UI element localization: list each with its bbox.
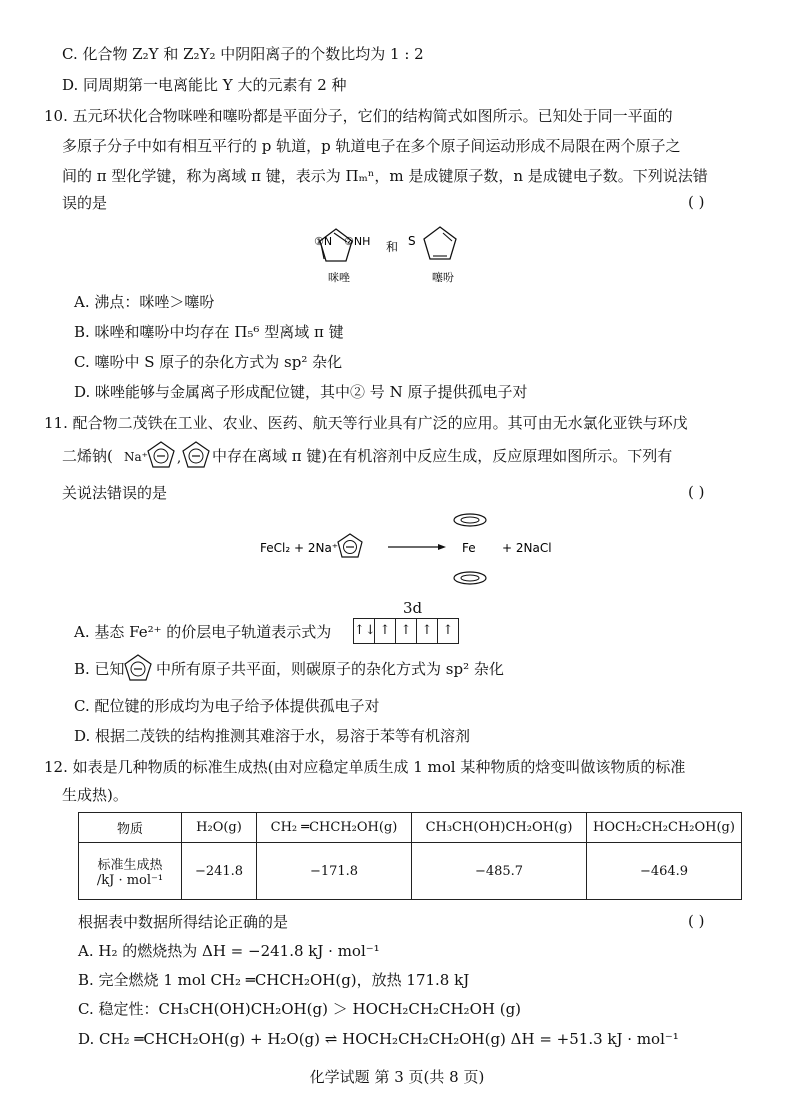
products-label: + 2NaCl	[502, 541, 552, 555]
orbital-box: ↑	[442, 623, 454, 638]
q11-stem-1: 11. 配合物二茂铁在工业、农业、医药、航天等行业具有广泛的应用。其可由无水氯化亚铁与环戊	[44, 414, 688, 432]
table-header-cell: HOCH₂CH₂CH₂OH(g)	[587, 813, 742, 843]
q10-option-c: C. 噻吩中 S 原子的杂化方式为 sp² 杂化	[74, 353, 343, 371]
q12-stem-2: 生成热)。	[62, 786, 128, 804]
q11-stem-3: 关说法错误的是	[62, 484, 168, 502]
table-cell: −241.8	[182, 843, 257, 900]
thiophene-structure	[424, 227, 456, 259]
q12-stem-1: 12. 如表是几种物质的标准生成热(由对应稳定单质生成 1 mol 某种物质的焓变叫做该物质的标准	[44, 758, 686, 776]
q10-stem-2: 多原子分子中如有相互平行的 p 轨道，p 轨道电子在多个原子间运动形成不局限在两个原子之	[62, 137, 681, 155]
table-header-cell: 物质	[79, 813, 182, 843]
q10-stem-1: 10. 五元环状化合物咪唑和噻吩都是平面分子，它们的结构简式如图所示。已知处于同一平面的	[44, 107, 673, 125]
q11-option-b-pre: B. 已知	[74, 660, 125, 678]
q11-option-c: C. 配位键的形成均为电子给予体提供孤电子对	[74, 697, 380, 715]
table-header-row	[79, 813, 742, 843]
q11-option-d: D. 根据二茂铁的结构推测其难溶于水，易溶于苯等有机溶剂	[74, 727, 471, 745]
orbital-3d-label: 3d	[403, 599, 423, 617]
and-word: 和	[386, 240, 399, 254]
svg-text:,: ,	[177, 451, 182, 466]
orbital-box: ↑↓	[354, 619, 375, 643]
q12-ask: 根据表中数据所得结论正确的是	[78, 913, 289, 931]
q11-stem-2a: 二烯钠(	[62, 447, 113, 465]
orbital-box: ↑	[396, 619, 417, 643]
reactants-label: FeCl₂ + 2Na⁺	[260, 541, 339, 555]
fe-center-label: Fe	[462, 541, 476, 555]
q10-option-b: B. 咪唑和噻吩中均存在 Π₅⁶ 型离域 π 键	[74, 323, 344, 341]
standard-formation-heat-table	[78, 812, 742, 900]
q11-option-a: A. 基态 Fe²⁺ 的价层电子轨道表示式为	[74, 623, 332, 641]
q12-option-c: C. 稳定性：CH₃CH(OH)CH₂OH(g) ＞ HOCH₂CH₂CH₂OH (g)	[78, 1000, 522, 1018]
imidazole-n1-label: ①N	[314, 235, 333, 248]
table-header-cell: H₂O(g)	[182, 813, 257, 843]
q10-stem-4: 误的是	[62, 194, 108, 212]
fe2-orbital-diagram	[353, 618, 459, 644]
q9-option-d: D. 同周期第一电离能比 Y 大的元素有 2 种	[62, 76, 347, 94]
q12-option-b: B. 完全燃烧 1 mol CH₂ ═CHCH₂OH(g)，放热 171.8 kJ	[78, 971, 470, 989]
q11-option-b-post: 中所有原子共平面，则碳原子的杂化方式为 sp² 杂化	[156, 660, 504, 678]
imidazole-n2-label: ②NH	[344, 235, 371, 248]
q12-option-d: D. CH₂ ═CHCH₂OH(g) + H₂O(g) ⇌ HOCH₂CH₂CH₂OH(g) ΔH = +51.3 kJ · mol⁻¹	[78, 1030, 679, 1048]
table-cell: −171.8	[257, 843, 412, 900]
table-row	[79, 843, 742, 900]
q11-stem-2b: 中存在离域 π 键)在有机溶剂中反应生成，反应原理如图所示。下列有	[212, 447, 673, 465]
q10-option-a: A. 沸点：咪唑＞噻吩	[74, 293, 215, 311]
q10-answer-paren: ( )	[688, 193, 705, 211]
imidazole-name: 咪唑	[328, 271, 350, 284]
cyclopentadienyl-anion-icon	[122, 653, 154, 683]
na-ion-label: Na⁺	[124, 450, 148, 464]
table-cell: −464.9	[587, 843, 742, 900]
q10-stem-3: 间的 π 型化学键，称为离域 π 键，表示为 Πₘⁿ，m 是成键原子数，n 是成键电子数。下列说法错	[62, 167, 708, 185]
q11-answer-paren: ( )	[688, 483, 705, 501]
orbital-box: ↑	[375, 619, 396, 643]
q10-structures-figure	[300, 215, 480, 285]
ferrocene-reaction-figure	[250, 508, 590, 590]
row-label-line1: 标准生成热	[97, 858, 163, 873]
thiophene-s-label: S	[408, 234, 416, 248]
q9-option-c: C. 化合物 Z₂Y 和 Z₂Y₂ 中阴阳离子的个数比均为 1 : 2	[62, 45, 424, 63]
page-footer: 化学试题 第 3 页(共 8 页)	[309, 1068, 485, 1086]
table-cell: −485.7	[412, 843, 587, 900]
thiophene-name: 噻吩	[432, 271, 454, 284]
table-header-cell: CH₂ ═CHCH₂OH(g)	[257, 813, 412, 843]
row-label-line2: /kJ · mol⁻¹	[96, 873, 164, 888]
cyclopentadienyl-icons	[146, 440, 210, 470]
q12-answer-paren: ( )	[688, 912, 705, 930]
row-label-cell	[79, 843, 182, 900]
q10-option-d: D. 咪唑能够与金属离子形成配位键，其中② 号 N 原子提供孤电子对	[74, 383, 528, 401]
orbital-box: ↑	[417, 619, 438, 643]
table-header-cell: CH₃CH(OH)CH₂OH(g)	[412, 813, 587, 843]
q12-option-a: A. H₂ 的燃烧热为 ΔH = −241.8 kJ · mol⁻¹	[78, 942, 380, 960]
